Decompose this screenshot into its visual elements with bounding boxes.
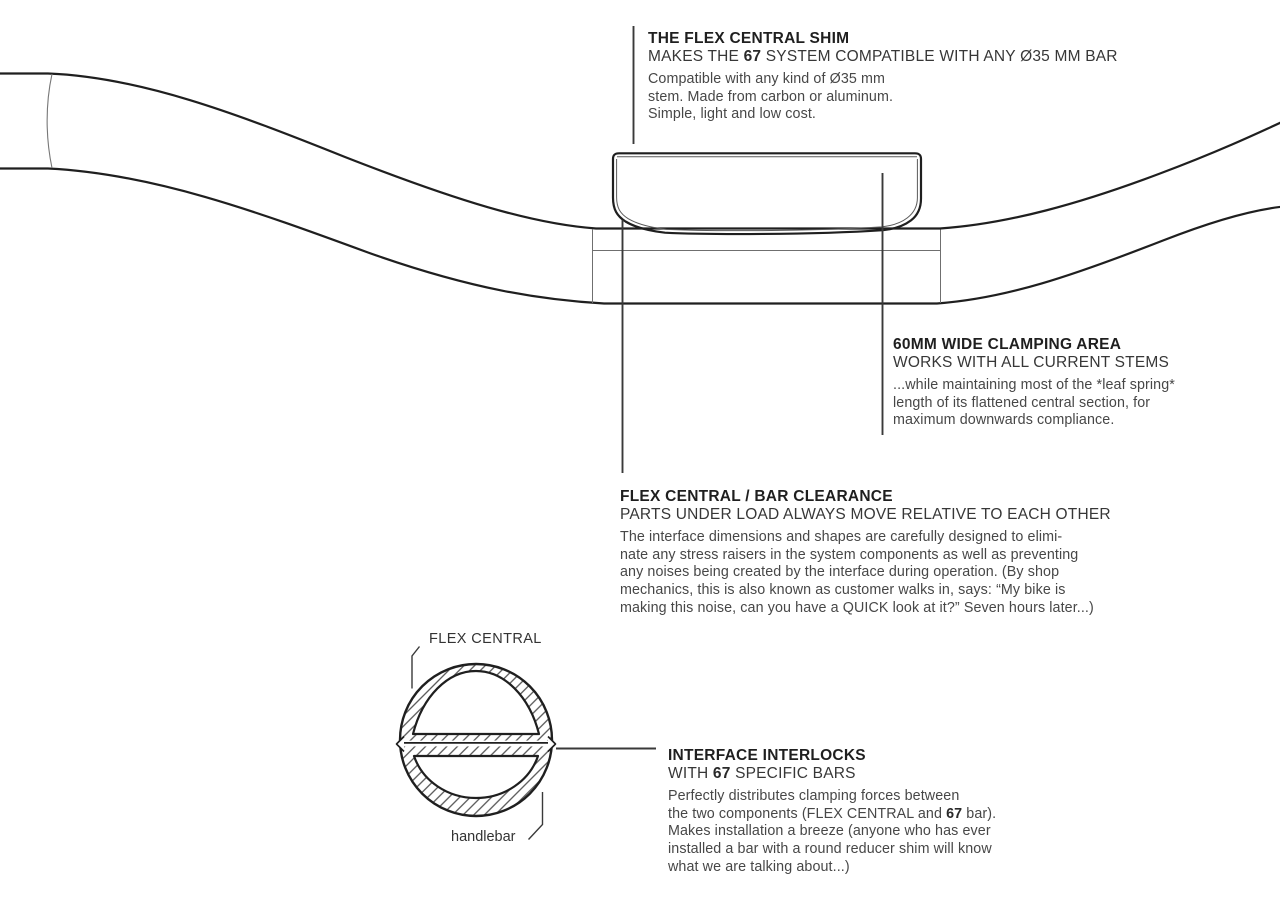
shim-subtitle: MAKES THE 67 SYSTEM COMPATIBLE WITH ANY Ø35 MM BAR xyxy=(648,47,1118,65)
shim-drawing xyxy=(613,153,921,234)
interlocks-title: INTERFACE INTERLOCKS xyxy=(668,747,866,764)
annotation-interlocks xyxy=(668,747,996,877)
shim-outline xyxy=(613,153,921,234)
annotation-leaders xyxy=(556,26,883,749)
shim-body: Compatible with any kind of Ø35 mm stem. Made from carbon or aluminum. Simple, light and low cost. xyxy=(648,71,894,123)
clearance-body: The interface dimensions and shapes are carefully designed to elimi- nate any stress raisers in the system components as well as preventing any noises being created by the interface during operation. (By shop mechanics, this is also known as customer walks in, says: “My bike is making this noise, can you have a QUICK look at it?” Seven hours later...) xyxy=(620,529,1094,616)
clamping-title: 60MM WIDE CLAMPING AREA xyxy=(893,336,1122,353)
shim-inner-wall xyxy=(617,159,918,231)
clamping-body: ...while maintaining most of the *leaf spring* length of its flattened central section, for maximum downwards compliance. xyxy=(893,377,1175,429)
shim-title: THE FLEX CENTRAL SHIM xyxy=(648,30,850,47)
cross-section-drawing xyxy=(397,647,556,840)
annotation-clamping xyxy=(893,336,1175,430)
handlebar-label: handlebar xyxy=(451,829,516,845)
interlocks-subtitle: WITH 67 SPECIFIC BARS xyxy=(668,764,856,782)
clamping-area-lines xyxy=(593,230,941,304)
clearance-title: FLEX CENTRAL / BAR CLEARANCE xyxy=(620,488,893,505)
annotation-clearance xyxy=(620,488,1111,618)
annotation-shim xyxy=(648,30,1118,124)
interlocks-body: Perfectly distributes clamping forces between the two components (FLEX CENTRAL and 67 bar). Makes installation a breeze (anyone who has ever installed a bar with a round reducer shim will know what we are talking about...) xyxy=(668,788,997,875)
handlebar-bottom-edge xyxy=(0,169,1280,304)
clamping-subtitle: WORKS WITH ALL CURRENT STEMS xyxy=(893,353,1170,371)
handlebar-label-leader xyxy=(529,792,543,840)
flex-central-label: FLEX CENTRAL xyxy=(429,631,542,647)
grip-end-mark xyxy=(47,74,52,168)
clearance-subtitle: PARTS UNDER LOAD ALWAYS MOVE RELATIVE TO EACH OTHER xyxy=(620,505,1111,523)
flex-central-label-leader xyxy=(412,647,420,689)
